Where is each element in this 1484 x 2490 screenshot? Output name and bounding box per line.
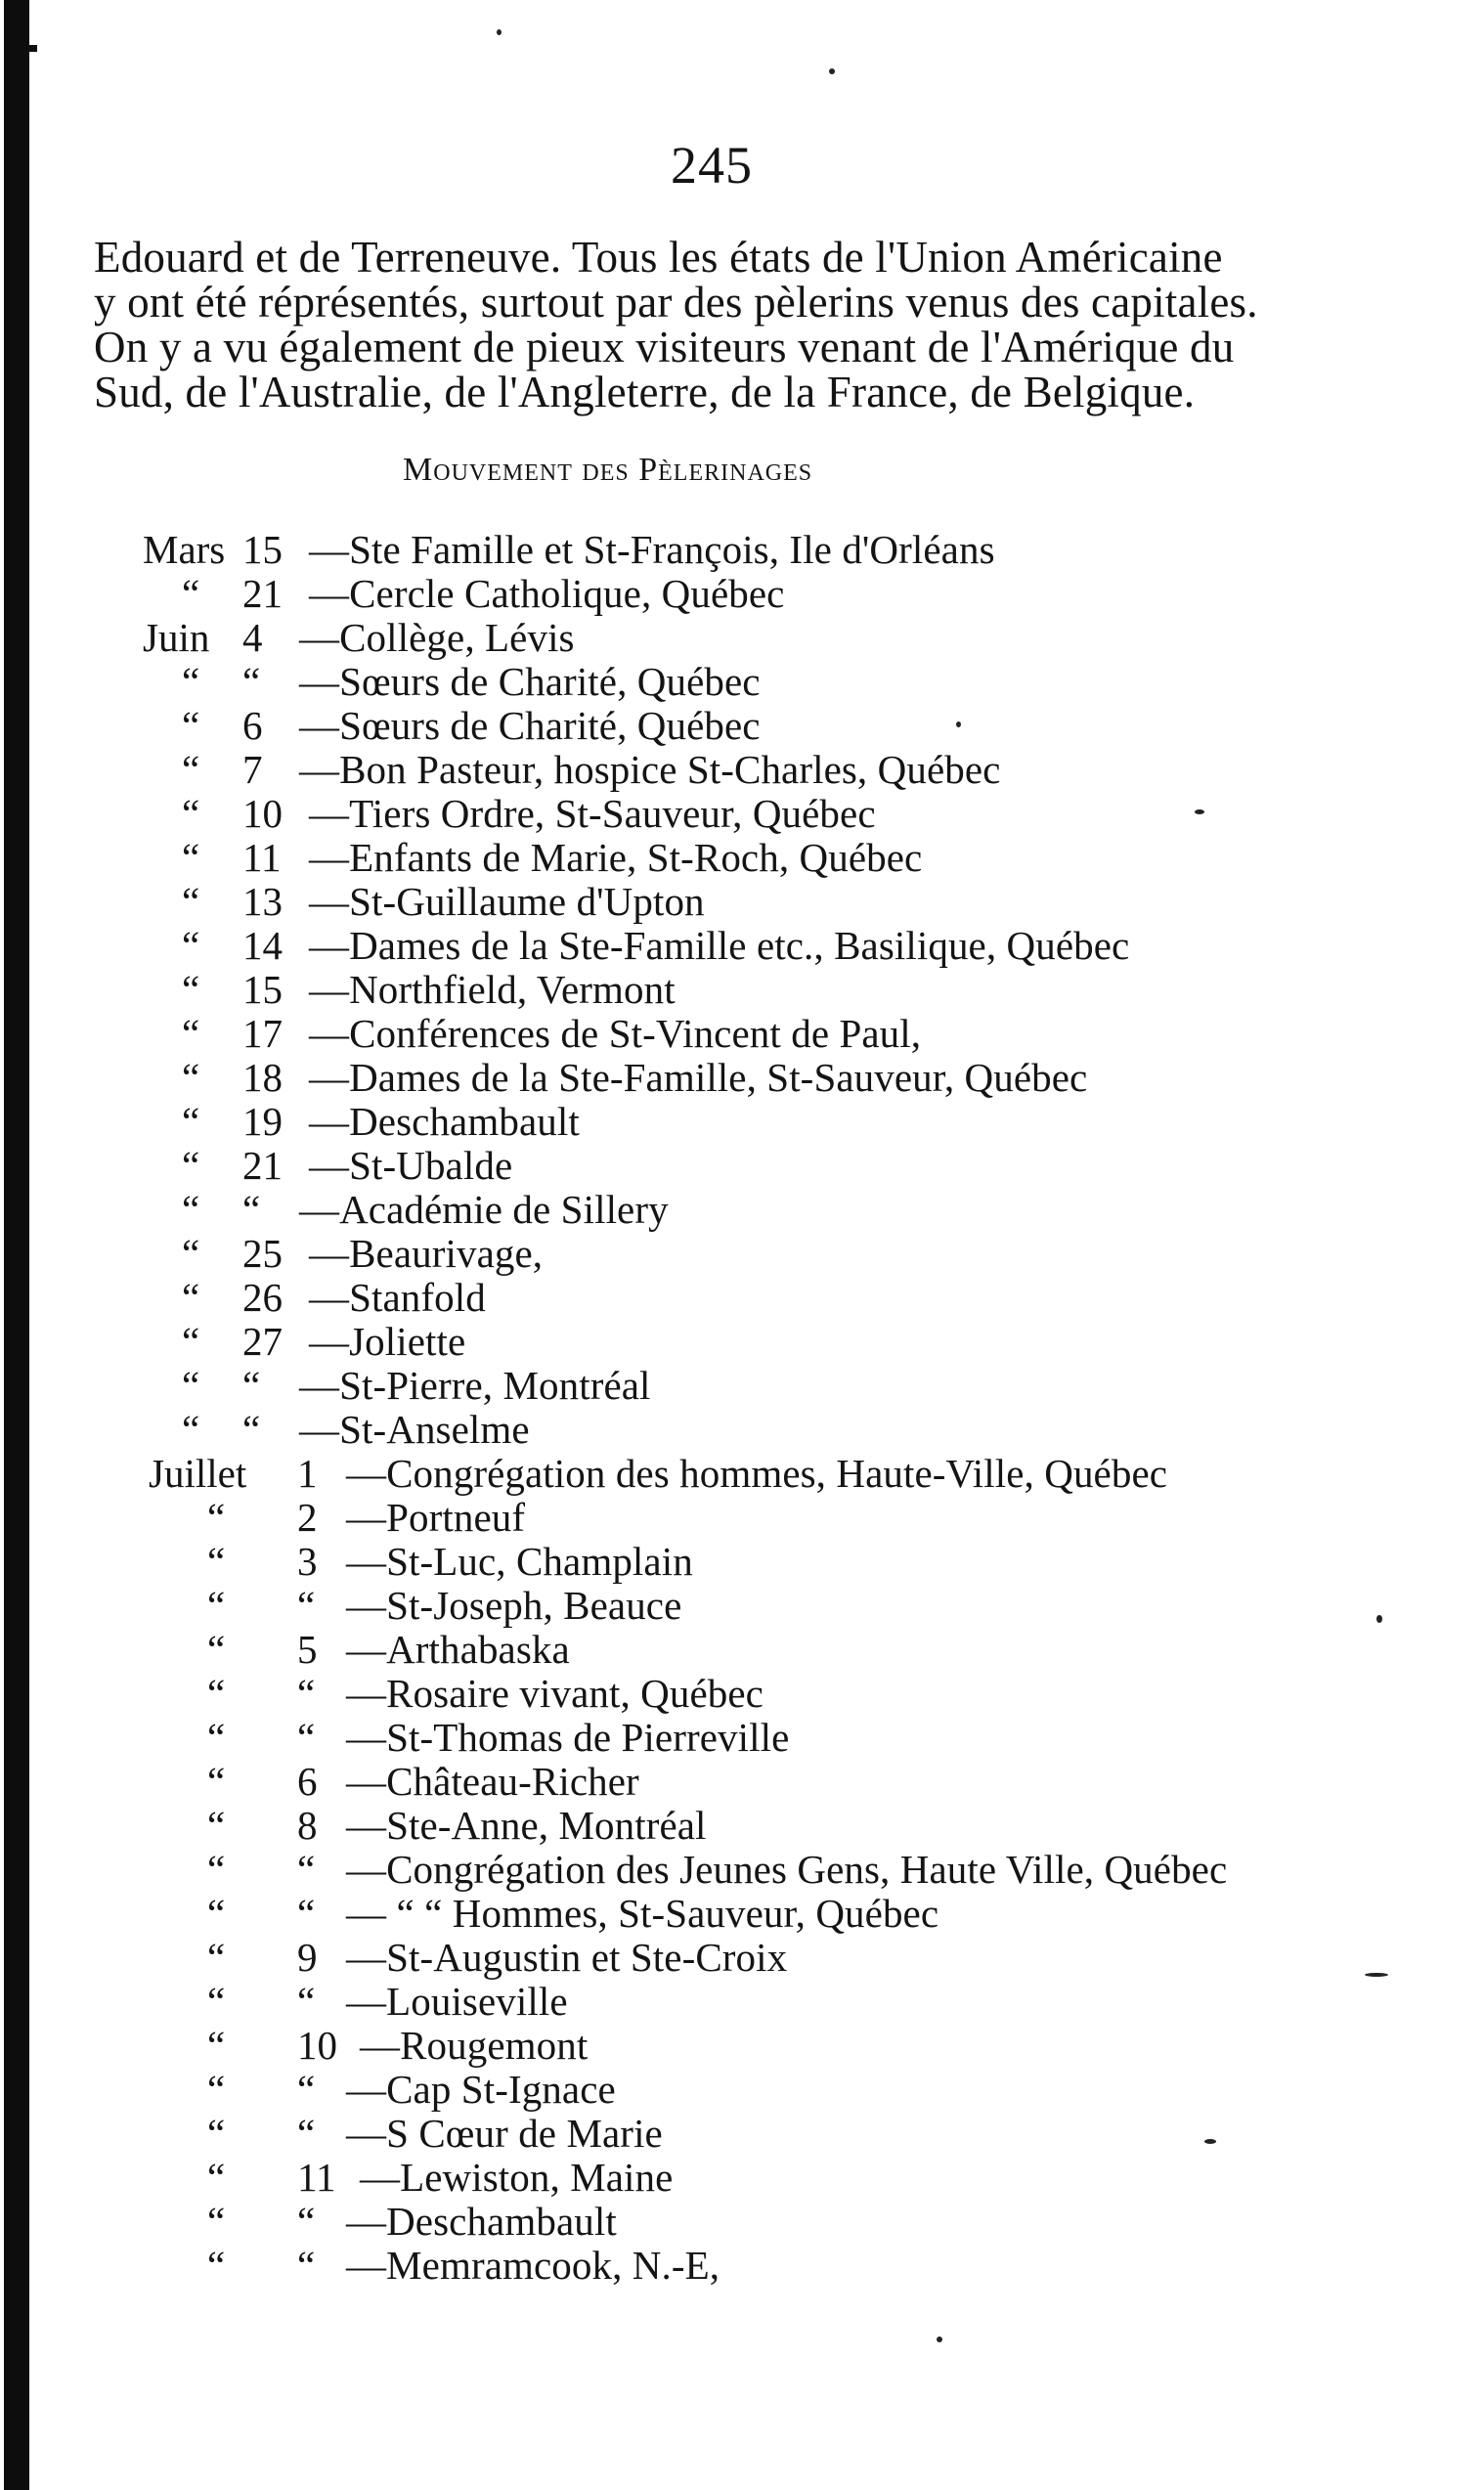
- entry-place: —St-Thomas de Pierreville: [346, 1715, 790, 1760]
- entry-place: —Portneuf: [346, 1495, 526, 1540]
- entry-month: “: [182, 1055, 200, 1100]
- scan-speck: [1204, 2139, 1216, 2144]
- entry-day: 3: [297, 1539, 318, 1584]
- entry-day: 21: [242, 571, 283, 616]
- entry-day: 7: [242, 747, 263, 792]
- entry-place: —Sœurs de Charité, Québec: [299, 659, 761, 704]
- entry-month: “: [182, 791, 200, 836]
- entry-day: “: [242, 659, 261, 704]
- entry-place: —Cercle Catholique, Québec: [309, 571, 785, 616]
- entry-place: —Dames de la Ste-Famille etc., Basilique, Québec: [309, 923, 1130, 968]
- intro-line: On y a vu également de pieux visiteurs venant de l'Amérique du: [94, 323, 1235, 371]
- entry-day: 6: [242, 703, 263, 748]
- entry-month: “: [182, 1407, 200, 1452]
- entry-day: 19: [242, 1099, 283, 1144]
- entry-month: “: [207, 2243, 226, 2288]
- pilgrimage-entry: [0, 2200, 1484, 2244]
- entry-place: —Arthabaska: [346, 1627, 570, 1672]
- pilgrimage-entry: [0, 704, 1484, 748]
- entry-day: 17: [242, 1011, 283, 1056]
- entry-month: “: [207, 2155, 226, 2200]
- entry-month: “: [207, 1847, 226, 1892]
- entry-month: “: [182, 659, 200, 704]
- entry-place: —Sœurs de Charité, Québec: [299, 703, 761, 748]
- entry-day: “: [297, 1583, 316, 1628]
- entry-day: 11: [297, 2155, 336, 2200]
- pilgrimage-entry: [0, 1672, 1484, 1716]
- entry-day: 27: [242, 1319, 283, 1364]
- entry-day: “: [297, 1979, 316, 2024]
- entry-place: —Congrégation des Jeunes Gens, Haute Ville, Québec: [346, 1847, 1228, 1892]
- entry-place: —Collège, Lévis: [299, 615, 575, 660]
- entry-place: —Joliette: [309, 1319, 466, 1364]
- entry-place: —St-Guillaume d'Upton: [309, 879, 705, 924]
- entry-month: “: [182, 967, 200, 1012]
- entry-day: “: [297, 1847, 316, 1892]
- entry-place: —Beaurivage,: [309, 1231, 544, 1276]
- entry-place: —St-Pierre, Montréal: [299, 1363, 651, 1408]
- pilgrimage-entry: [0, 1056, 1484, 1100]
- entry-place: —Enfants de Marie, St-Roch, Québec: [309, 835, 923, 880]
- entry-place: —Northfield, Vermont: [309, 967, 676, 1012]
- entry-month: “: [182, 1099, 200, 1144]
- scan-speck: [1376, 1615, 1382, 1623]
- pilgrimage-entry: [0, 1628, 1484, 1672]
- entry-place: —St-Anselme: [299, 1407, 530, 1452]
- pilgrimage-entry: [0, 1364, 1484, 1408]
- pilgrimage-entry: [0, 1188, 1484, 1232]
- section-heading: Mouvement des Pèlerinages: [403, 452, 813, 488]
- entry-month: “: [207, 1759, 226, 1804]
- pilgrimage-entry: [0, 528, 1484, 572]
- entry-day: 2: [297, 1495, 318, 1540]
- pilgrimage-entry: [0, 748, 1484, 792]
- entry-place: —Lewiston, Maine: [360, 2155, 674, 2200]
- pilgrimage-entry: [0, 572, 1484, 616]
- entry-day: 6: [297, 1759, 318, 1804]
- pilgrimage-entry: [0, 792, 1484, 836]
- entry-place: —St-Joseph, Beauce: [346, 1583, 682, 1628]
- entry-day: “: [297, 1891, 316, 1936]
- pilgrimage-entry: [0, 1804, 1484, 1848]
- entry-place: —Dames de la Ste-Famille, St-Sauveur, Québec: [309, 1055, 1088, 1100]
- pilgrimage-entry: [0, 2024, 1484, 2068]
- entry-month: “: [182, 879, 200, 924]
- entry-month: Juillet: [149, 1451, 247, 1496]
- entry-month: “: [207, 1539, 226, 1584]
- entry-month: “: [182, 1231, 200, 1276]
- entry-place: —Cap St-Ignace: [346, 2067, 616, 2112]
- entry-place: —Stanfold: [309, 1275, 486, 1320]
- entry-place: —Rosaire vivant, Québec: [346, 1671, 764, 1716]
- entry-month: “: [182, 923, 200, 968]
- entry-place: —St-Augustin et Ste-Croix: [346, 1935, 788, 1980]
- entry-month: “: [207, 1627, 226, 1672]
- entry-month: “: [207, 1715, 226, 1760]
- pilgrimage-entry: [0, 1144, 1484, 1188]
- pilgrimage-entry: [0, 924, 1484, 968]
- scan-speck: [956, 721, 961, 727]
- pilgrimage-entry: [0, 1584, 1484, 1628]
- scan-speck: [1365, 1973, 1388, 1977]
- entry-month: Juin: [143, 615, 210, 660]
- entry-place: —Bon Pasteur, hospice St-Charles, Québec: [299, 747, 1001, 792]
- entry-day: “: [297, 1715, 316, 1760]
- entry-day: 15: [242, 967, 283, 1012]
- entry-day: 4: [242, 615, 263, 660]
- entry-place: —Tiers Ordre, St-Sauveur, Québec: [309, 791, 876, 836]
- pilgrimage-entry: [0, 2112, 1484, 2156]
- entry-month: “: [207, 2067, 226, 2112]
- entry-place: —Académie de Sillery: [299, 1187, 669, 1232]
- entry-day: “: [242, 1407, 261, 1452]
- entry-month: “: [182, 1143, 200, 1188]
- entry-day: 18: [242, 1055, 283, 1100]
- pilgrimage-entry: [0, 1012, 1484, 1056]
- pilgrimage-entry: [0, 880, 1484, 924]
- pilgrimage-entry: [0, 1496, 1484, 1540]
- pilgrimage-entry: [0, 1232, 1484, 1276]
- entry-day: “: [297, 2067, 316, 2112]
- page-number: 245: [671, 136, 753, 195]
- entry-month: “: [207, 1495, 226, 1540]
- pilgrimage-entry: [0, 1276, 1484, 1320]
- pilgrimage-entry: [0, 968, 1484, 1012]
- entry-day: 9: [297, 1935, 318, 1980]
- entry-month: “: [207, 2199, 226, 2244]
- entry-month: “: [207, 1891, 226, 1936]
- entry-month: “: [182, 1363, 200, 1408]
- entry-place: —Deschambault: [346, 2199, 617, 2244]
- pilgrimage-entry: [0, 2156, 1484, 2200]
- entry-day: 11: [242, 835, 282, 880]
- entry-day: “: [297, 1671, 316, 1716]
- entry-month: “: [207, 1803, 226, 1848]
- entry-place: —Conférences de St-Vincent de Paul,: [309, 1011, 922, 1056]
- pilgrimage-entry: [0, 1408, 1484, 1452]
- entry-month: “: [182, 571, 200, 616]
- pilgrimage-entry: [0, 1760, 1484, 1804]
- entry-month: “: [182, 1275, 200, 1320]
- entry-month: “: [207, 1979, 226, 2024]
- intro-line: Edouard et de Terreneuve. Tous les états de l'Union Américaine: [94, 233, 1223, 282]
- entry-day: 10: [242, 791, 283, 836]
- entry-day: “: [297, 2111, 316, 2156]
- entry-day: 13: [242, 879, 283, 924]
- scan-speck: [497, 29, 502, 35]
- entry-place: —S Cœur de Marie: [346, 2111, 663, 2156]
- entry-day: 8: [297, 1803, 318, 1848]
- entry-place: —Congrégation des hommes, Haute-Ville, Québec: [346, 1451, 1168, 1496]
- pilgrimage-entry: [0, 1452, 1484, 1496]
- scan-speck: [1195, 809, 1204, 814]
- entry-month: “: [207, 1671, 226, 1716]
- entry-day: “: [297, 2243, 316, 2288]
- entry-month: “: [182, 703, 200, 748]
- entry-month: “: [182, 1319, 200, 1364]
- pilgrimage-entry: [0, 1100, 1484, 1144]
- pilgrimage-entry: [0, 660, 1484, 704]
- entry-day: 21: [242, 1143, 283, 1188]
- pilgrimage-entry: [0, 1320, 1484, 1364]
- pilgrimage-entry: [0, 1540, 1484, 1584]
- entry-place: —Memramcook, N.-E,: [346, 2243, 720, 2288]
- entry-day: “: [297, 2199, 316, 2244]
- entry-place: —Deschambault: [309, 1099, 580, 1144]
- intro-line: y ont été réprésentés, surtout par des pèlerins venus des capitales.: [94, 278, 1258, 327]
- intro-line: Sud, de l'Australie, de l'Angleterre, de la France, de Belgique.: [94, 368, 1196, 416]
- scan-speck: [829, 68, 835, 74]
- entry-month: “: [182, 1011, 200, 1056]
- entry-month: “: [182, 835, 200, 880]
- pilgrimage-entry: [0, 2068, 1484, 2112]
- entry-month: “: [207, 1583, 226, 1628]
- pilgrimage-entry: [0, 1848, 1484, 1892]
- entry-day: “: [242, 1363, 261, 1408]
- entry-month: “: [207, 1935, 226, 1980]
- entry-day: 5: [297, 1627, 318, 1672]
- entry-month: Mars: [143, 527, 226, 572]
- intro-paragraph: [94, 235, 1375, 415]
- pilgrimage-entry: [0, 616, 1484, 660]
- entry-day: 10: [297, 2023, 337, 2068]
- entry-day: 25: [242, 1231, 283, 1276]
- pilgrimage-entry: [0, 1980, 1484, 2024]
- pilgrimage-entry: [0, 2244, 1484, 2288]
- entry-day: 14: [242, 923, 283, 968]
- entry-month: “: [182, 747, 200, 792]
- binding-notch: [4, 45, 37, 52]
- entry-place: —St-Luc, Champlain: [346, 1539, 693, 1584]
- entry-day: 15: [242, 527, 283, 572]
- entry-place: —St-Ubalde: [309, 1143, 513, 1188]
- entry-month: “: [182, 1187, 200, 1232]
- pilgrimage-entry: [0, 1936, 1484, 1980]
- entry-place: —Rougemont: [360, 2023, 589, 2068]
- entry-day: “: [242, 1187, 261, 1232]
- pilgrimage-entry: [0, 1892, 1484, 1936]
- entry-day: 26: [242, 1275, 283, 1320]
- scan-speck: [937, 2337, 942, 2342]
- entry-place: — “ “ Hommes, St-Sauveur, Québec: [346, 1891, 939, 1936]
- entry-day: 1: [297, 1451, 318, 1496]
- pilgrimage-entry: [0, 836, 1484, 880]
- entry-place: —Ste-Anne, Montréal: [346, 1803, 707, 1848]
- pilgrimage-entry: [0, 1716, 1484, 1760]
- entry-month: “: [207, 2023, 226, 2068]
- entry-month: “: [207, 2111, 226, 2156]
- entry-place: —Louiseville: [346, 1979, 568, 2024]
- entry-place: —Ste Famille et St-François, Ile d'Orléans: [309, 527, 995, 572]
- entry-place: —Château-Richer: [346, 1759, 639, 1804]
